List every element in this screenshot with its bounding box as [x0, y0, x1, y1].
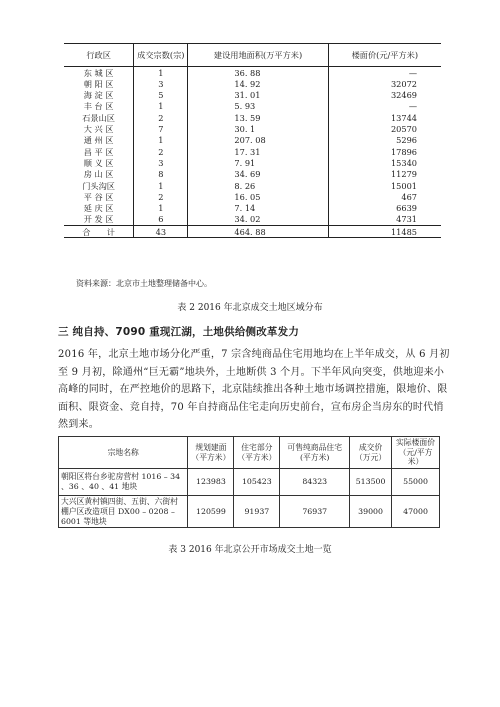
table-cell: 467 [401, 191, 417, 202]
data-source-note: 资料来源：北京市土地整理储备中心。 [76, 279, 212, 288]
col-header-planned-area: 规划建面（平方米） [188, 437, 234, 469]
land-deal-table [58, 436, 440, 528]
table-cell: 120599 [188, 496, 234, 528]
table-row [64, 135, 441, 146]
table-row [64, 112, 441, 123]
table-row [64, 78, 441, 89]
district-land-table [64, 43, 441, 238]
table-cell: 石景山区 [64, 112, 134, 123]
table-cell: 7 [134, 123, 188, 134]
col-header-saleable-area: 可售纯商品住宅(平方米) [280, 437, 350, 469]
table-cell: 11279 [390, 169, 417, 180]
table-cell: 海 淀 区 [64, 90, 134, 101]
table-cell: 105423 [234, 469, 280, 496]
table-cell: 3 [134, 157, 188, 168]
table-cell: 84323 [280, 469, 350, 496]
table-cell: 17. 31 [188, 146, 328, 157]
table-cell: 2 [134, 191, 188, 202]
total-row [64, 226, 441, 238]
table-cell: 34. 02 [188, 214, 328, 226]
total-cell: 11485 [328, 226, 441, 238]
table-row [64, 180, 441, 191]
table-cell: 17896 [390, 146, 417, 157]
table-row [64, 101, 441, 112]
body-paragraph: 2016 年，北京土地市场分化严重，7 宗含纯商品住宅用地均在上半年成交，从 6 月初至 9 月初，除通州“巨无霸”地块外，土地断供 3 个月。下半年风向突变，供地迎来小高峰的同时，在严控地价的思路下，北京陆续推出各种土地市场调控措施，限地价、限面积、限资金、竞自持，70 年自持商品住宅走向历史前台，宣布房企当房东的时代悄然到来。 [58, 349, 450, 430]
table-cell: 1 [134, 203, 188, 214]
table-cell: 1 [134, 180, 188, 191]
col-header-residential-area: 住宅部分（平方米） [234, 437, 280, 469]
col-header-district: 行政区 [64, 44, 134, 67]
col-header-deal-price: 成交价（万元） [350, 437, 392, 469]
table-cell: 13744 [390, 112, 417, 123]
table-cell: 东 城 区 [64, 67, 134, 79]
table-cell: 通 州 区 [64, 135, 134, 146]
table-cell: 36. 88 [188, 67, 328, 79]
parcel-name-cell: 大兴区黄村镇四街、五街、六街村棚户区改造项目 DX00 – 0208 – 6001 等地块 [59, 496, 188, 528]
table-cell: 开 发 区 [64, 214, 134, 226]
table-cell: 8. 26 [188, 180, 328, 191]
table-cell: 15340 [390, 157, 417, 168]
table-cell: 30. 1 [188, 123, 328, 134]
table-cell: 47000 [392, 496, 440, 528]
col-header-actual-floor-price: 实际楼面价（元/平方米） [392, 437, 440, 469]
table-cell: 延 庆 区 [64, 203, 134, 214]
table-cell: 32072 [390, 78, 417, 89]
table-row [64, 157, 441, 168]
table-cell: 513500 [350, 469, 392, 496]
table-cell: 4731 [396, 214, 417, 225]
table-cell: 7. 91 [188, 157, 328, 168]
table-cell: 6639 [396, 203, 417, 214]
section-heading: 三 纯自持、7090 重现江湖，土地供给侧改革发力 [58, 326, 300, 338]
table-cell: 1 [134, 101, 188, 112]
table-row [64, 214, 441, 226]
table-cell: 房 山 区 [64, 169, 134, 180]
table-header-row [64, 44, 441, 67]
table-cell: 6 [134, 214, 188, 226]
table-cell: 昌 平 区 [64, 146, 134, 157]
table-cell: 门头沟区 [64, 180, 134, 191]
table-cell: 平 谷 区 [64, 191, 134, 202]
table-cell: 5 [134, 90, 188, 101]
table-header-row [59, 437, 440, 469]
table-row [64, 90, 441, 101]
table-cell: 91937 [234, 496, 280, 528]
total-cell: 464. 88 [188, 226, 328, 238]
table-cell: 34. 69 [188, 169, 328, 180]
table-cell: 3 [134, 78, 188, 89]
table-3-caption: 表 3 2016 年北京公开市场成交土地一览 [168, 545, 332, 555]
table-row [64, 191, 441, 202]
table-cell: 13. 59 [188, 112, 328, 123]
table-cell: 14. 92 [188, 78, 328, 89]
table-cell: 5296 [396, 135, 417, 146]
table-cell: 207. 08 [188, 135, 328, 146]
parcel-name-cell: 朝阳区将台乡驼房营村 1016 – 34 、36 、40 、41 地块 [59, 469, 188, 496]
table-cell: 15001 [390, 180, 417, 191]
table-cell: 20570 [390, 124, 417, 135]
table-cell: 76937 [280, 496, 350, 528]
table-row [59, 496, 440, 528]
table-cell: 16. 05 [188, 191, 328, 202]
table-cell: 大 兴 区 [64, 123, 134, 134]
table-cell: 39000 [350, 496, 392, 528]
table-cell: 丰 台 区 [64, 101, 134, 112]
table-row [64, 203, 441, 214]
table-cell: 朝 阳 区 [64, 78, 134, 89]
table-cell: 7. 14 [188, 203, 328, 214]
col-header-parcel-name: 宗地名称 [59, 437, 188, 469]
table-cell: 1 [134, 135, 188, 146]
table-row [59, 469, 440, 496]
col-header-deals: 成交宗数(宗) [134, 44, 188, 67]
table-cell: 1 [134, 67, 188, 79]
col-header-floor-price: 楼面价(元/平方米) [328, 44, 441, 67]
table-cell: 55000 [392, 469, 440, 496]
table-cell: 5. 93 [188, 101, 328, 112]
table-row [64, 123, 441, 134]
table-cell: 32469 [390, 90, 417, 101]
table-cell: — [408, 101, 417, 112]
table-row [64, 67, 441, 79]
table-cell: 2 [134, 112, 188, 123]
table-2-caption: 表 2 2016 年北京成交土地区域分布 [177, 303, 323, 313]
total-cell: 合 计 [64, 226, 134, 238]
table-row [64, 146, 441, 157]
table-cell: 8 [134, 169, 188, 180]
table-cell: 123983 [188, 469, 234, 496]
table-cell: — [408, 67, 417, 78]
table-cell: 31. 01 [188, 90, 328, 101]
table-row [64, 169, 441, 180]
total-cell: 43 [134, 226, 188, 238]
table-cell: 2 [134, 146, 188, 157]
col-header-area: 建设用地面积(万平方米) [188, 44, 328, 67]
table-cell: 顺 义 区 [64, 157, 134, 168]
